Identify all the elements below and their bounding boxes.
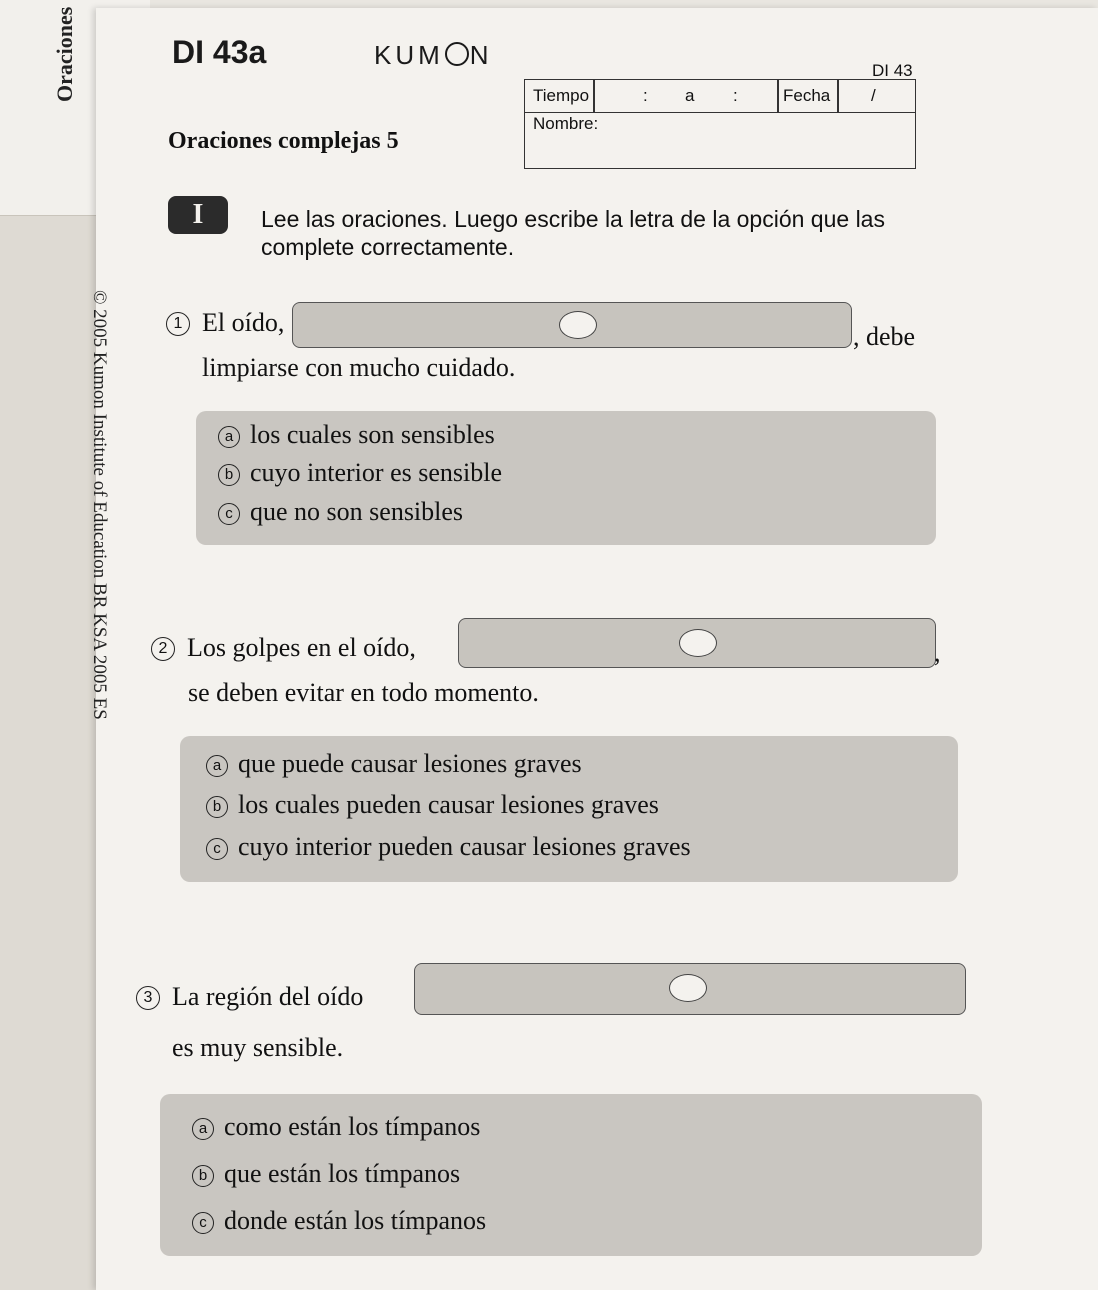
option-letter: a <box>192 1118 214 1140</box>
q2-option-c[interactable]: c cuyo interior pueden causar lesiones graves <box>206 832 691 862</box>
question-2-number: 2 <box>151 637 175 661</box>
q3-option-c[interactable]: c donde están los tímpanos <box>192 1206 486 1236</box>
option-letter: b <box>218 464 240 486</box>
section-badge: I <box>168 196 228 234</box>
time-a-label: a <box>685 86 695 105</box>
q3-option-b[interactable]: b que están los tímpanos <box>192 1159 460 1189</box>
option-letter: b <box>206 796 228 818</box>
side-tab-label: Oraciones <box>52 6 77 102</box>
question-3-text: 3 La región del oído <box>136 982 363 1012</box>
worksheet-page <box>89 8 1098 1290</box>
answer-circle-icon[interactable] <box>559 311 597 339</box>
worksheet-code: DI 43a <box>172 34 267 70</box>
option-letter: b <box>192 1165 214 1187</box>
question-3-line2: es muy sensible. <box>172 1033 344 1062</box>
answer-circle-icon[interactable] <box>669 974 707 1002</box>
option-letter: c <box>218 503 240 525</box>
worksheet-code-small: DI 43 <box>872 61 913 80</box>
q2-option-b[interactable]: b los cuales pueden causar lesiones graves <box>206 790 659 820</box>
q1-option-c[interactable]: c que no son sensibles <box>218 497 463 527</box>
question-1-answer-blank[interactable] <box>292 302 852 348</box>
date-field[interactable]: / <box>871 86 876 105</box>
question-2-after: , <box>934 638 941 667</box>
question-1-line2: limpiarse con mucho cuidado. <box>202 353 516 382</box>
question-3-answer-blank[interactable] <box>414 963 966 1015</box>
option-letter: a <box>218 426 240 448</box>
worksheet-title: Oraciones complejas 5 <box>168 128 399 154</box>
instruction-line-1: Lee las oraciones. Luego escribe la letra de la opción que las <box>261 206 885 232</box>
kumon-logo: KUM N <box>374 40 493 70</box>
tiempo-label: Tiempo <box>533 86 590 105</box>
time-start-field[interactable]: : <box>643 86 648 105</box>
question-1-number: 1 <box>166 312 190 336</box>
fecha-label: Fecha <box>783 86 831 105</box>
header-table <box>524 79 916 169</box>
answer-circle-icon[interactable] <box>679 629 717 657</box>
header-row-time <box>525 80 915 113</box>
logo-circle-icon <box>445 42 469 66</box>
question-1-after: , debe <box>853 322 916 351</box>
option-letter: c <box>192 1212 214 1234</box>
question-3-number: 3 <box>136 986 160 1010</box>
time-end-field[interactable]: : <box>733 86 738 105</box>
copyright-text: © 2005 Kumon Institute of Education BR KSA 2005 ES <box>89 290 110 720</box>
question-1-text: 1 El oído, <box>166 308 284 338</box>
nombre-field[interactable] <box>533 114 598 134</box>
q3-option-a[interactable]: a como están los tímpanos <box>192 1112 480 1142</box>
q1-option-b[interactable]: b cuyo interior es sensible <box>218 458 502 488</box>
question-2-text: 2 Los golpes en el oído, <box>151 633 416 663</box>
nombre-label: Nombre: <box>533 114 599 133</box>
option-letter: c <box>206 838 228 860</box>
question-2-answer-blank[interactable] <box>458 618 936 668</box>
option-letter: a <box>206 755 228 777</box>
instruction-line-2: complete correctamente. <box>261 234 515 260</box>
question-2-line2: se deben evitar en todo momento. <box>188 678 539 707</box>
q2-option-a[interactable]: a que puede causar lesiones graves <box>206 749 582 779</box>
q1-option-a[interactable]: a los cuales son sensibles <box>218 420 495 450</box>
